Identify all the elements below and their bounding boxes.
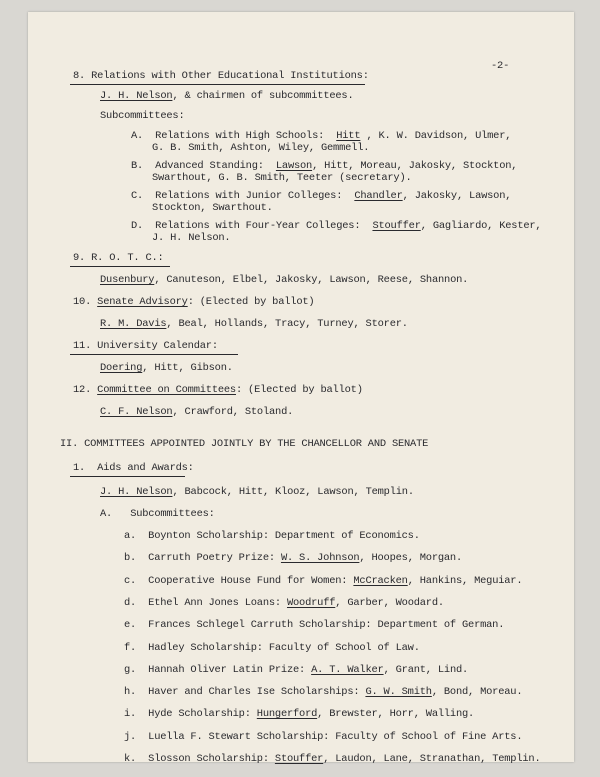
item-letter: b. [124, 552, 137, 565]
section-title: R. O. T. C. [91, 252, 158, 264]
item-letter: j. [124, 730, 137, 743]
part-2-subcommittees-label [100, 508, 215, 520]
chair-name: Hitt [336, 130, 361, 142]
chair-name: J. H. Nelson [100, 90, 173, 102]
members-rest: , Hitt, Gibson. [142, 362, 233, 374]
item-letter: B. [131, 160, 144, 172]
heading-underline [70, 354, 238, 355]
chair-name: Lawson [275, 160, 313, 172]
members-rest: , Crawford, Stoland. [172, 406, 294, 418]
section-title: University Calendar [97, 340, 212, 352]
item-lead: Relations with High Schools: [155, 130, 325, 142]
item-lead: Relations with Four-Year Colleges: [155, 220, 361, 232]
award-item [124, 597, 444, 609]
chair-name: McCracken [353, 574, 408, 587]
section-10-members [100, 318, 408, 330]
members-rest: , Canuteson, Elbel, Jakosky, Lawson, Reese, Shannon. [154, 274, 469, 286]
award-item [124, 530, 420, 542]
section-11-heading [73, 340, 218, 352]
subcommittee-d-cont: J. H. Nelson. [152, 232, 231, 244]
award-name: Hannah Oliver Latin Prize: [148, 663, 312, 676]
subcommittee-a-cont: G. B. Smith, Ashton, Wiley, Gemmell. [152, 142, 370, 154]
members-rest: , & chairmen of subcommittees. [172, 90, 354, 102]
subcommittee-d [131, 220, 541, 232]
item-letter: f. [124, 641, 137, 654]
members-rest: , Jakosky, Lawson, [402, 190, 512, 202]
section-title: Senate Advisory [97, 296, 188, 308]
heading-colon: : [211, 340, 218, 352]
subcommittee-c [131, 190, 511, 202]
item-letter: D. [131, 220, 144, 232]
members-rest: , Babcock, Hitt, Klooz, Lawson, Templin. [172, 486, 414, 498]
chair-name: Hungerford [256, 708, 318, 721]
section-8-heading [73, 70, 369, 82]
item-letter: e. [124, 619, 137, 632]
subcommittee-c-cont: Stockton, Swarthout. [152, 202, 273, 214]
item-letter: a. [124, 530, 137, 542]
members-rest: , Grant, Lind. [383, 663, 469, 676]
award-item [124, 664, 468, 676]
chair-name: Stouffer [274, 753, 324, 765]
subcommittees-label: Subcommittees: [130, 508, 215, 520]
section-title: Aids and Awards: [97, 462, 194, 474]
part-2-section-1-heading [73, 462, 194, 474]
item-letter: A. [131, 130, 144, 142]
award-name: Hadley Scholarship: Faculty of School of Law. [148, 641, 420, 654]
subcommittee-a [131, 130, 511, 142]
part-2-section-1-members [100, 486, 414, 498]
chair-name: Chandler [354, 190, 403, 202]
award-item [124, 708, 474, 720]
item-lead: Relations with Junior Colleges: [155, 190, 343, 202]
subcommittee-b [131, 160, 517, 172]
members-rest: , Beal, Hollands, Tracy, Turney, Storer. [166, 318, 408, 330]
award-name: Haver and Charles Ise Scholarships: [148, 686, 366, 699]
heading-underline [70, 476, 185, 477]
document-page [28, 12, 574, 765]
section-title: Relations with Other Educational Institutions: [91, 70, 369, 82]
award-item [124, 686, 522, 698]
chair-name: G. W. Smith [365, 686, 432, 699]
section-number: 12. [73, 384, 92, 396]
item-letter: k. [124, 753, 137, 765]
chair-name: R. M. Davis [100, 318, 167, 330]
item-letter: h. [124, 686, 137, 699]
award-name: Frances Schlegel Carruth Scholarship: Department of German. [148, 619, 505, 632]
item-letter: C. [131, 190, 144, 202]
members-rest: , Laudon, Lane, Stranathan, Templin. [323, 753, 541, 765]
section-number: 10. [73, 296, 92, 308]
chair-name: Dusenbury [100, 274, 155, 286]
heading-note: : (Elected by ballot) [235, 384, 363, 396]
item-letter: d. [124, 596, 137, 609]
item-lead: Advanced Standing: [155, 160, 264, 172]
section-number: 9. [73, 252, 86, 264]
section-title: Committee on Committees [97, 384, 236, 396]
members-rest: , Brewster, Horr, Walling. [317, 708, 475, 721]
section-9-heading [73, 252, 164, 264]
award-item [124, 552, 462, 564]
award-name: Hyde Scholarship: [148, 708, 257, 721]
section-12-heading [73, 384, 363, 396]
heading-note: : (Elected by ballot) [187, 296, 315, 308]
chair-name: J. H. Nelson [100, 486, 173, 498]
item-letter: g. [124, 663, 137, 676]
award-item [124, 642, 420, 654]
item-letter: A. [100, 508, 113, 520]
chair-name: Stouffer [372, 220, 421, 232]
award-item [124, 753, 540, 765]
part-2-heading: II. COMMITTEES APPOINTED JOINTLY BY THE CHANCELLOR AND SENATE [60, 438, 429, 450]
members-rest: , Gagliardo, Kester, [420, 220, 542, 232]
heading-colon: : [157, 252, 164, 264]
page-number: -2- [491, 60, 510, 72]
heading-underline [70, 84, 365, 85]
chair-name: C. F. Nelson [100, 406, 173, 418]
chair-name: W. S. Johnson [280, 552, 360, 565]
award-item [124, 731, 522, 743]
award-name: Carruth Poetry Prize: [148, 552, 281, 565]
award-name: Cooperative House Fund for Women: [148, 574, 354, 587]
award-name: Ethel Ann Jones Loans: [148, 596, 287, 609]
heading-underline [70, 266, 170, 267]
award-name: Luella F. Stewart Scholarship: Faculty of School of Fine Arts. [148, 730, 523, 743]
section-10-heading [73, 296, 314, 308]
award-item [124, 575, 522, 587]
chair-name: Doering [100, 362, 143, 374]
section-number: 1. [73, 462, 86, 474]
members-rest: , Garber, Woodard. [335, 596, 444, 609]
members-rest: , Hoopes, Morgan. [359, 552, 463, 565]
section-8-members [100, 90, 354, 102]
section-number: 11. [73, 340, 92, 352]
members-rest: , Hitt, Moreau, Jakosky, Stockton, [312, 160, 518, 172]
members-rest: , Bond, Moreau. [431, 686, 523, 699]
subcommittees-label: Subcommittees: [100, 110, 185, 122]
section-number: 8. [73, 70, 86, 82]
chair-name: Woodruff [286, 596, 336, 609]
section-11-members [100, 362, 233, 374]
members-rest: , Hankins, Meguiar. [407, 574, 523, 587]
item-letter: i. [124, 708, 137, 721]
chair-name: A. T. Walker [311, 663, 384, 676]
subcommittee-b-cont: Swarthout, G. B. Smith, Teeter (secretary). [152, 172, 412, 184]
award-item [124, 619, 504, 631]
members-rest: , K. W. Davidson, Ulmer, [366, 130, 512, 142]
award-name: Slosson Scholarship: [148, 753, 275, 765]
section-12-members [100, 406, 293, 418]
item-letter: c. [124, 574, 137, 587]
award-name: Boynton Scholarship: Department of Economics. [148, 530, 420, 542]
section-9-members [100, 274, 468, 286]
